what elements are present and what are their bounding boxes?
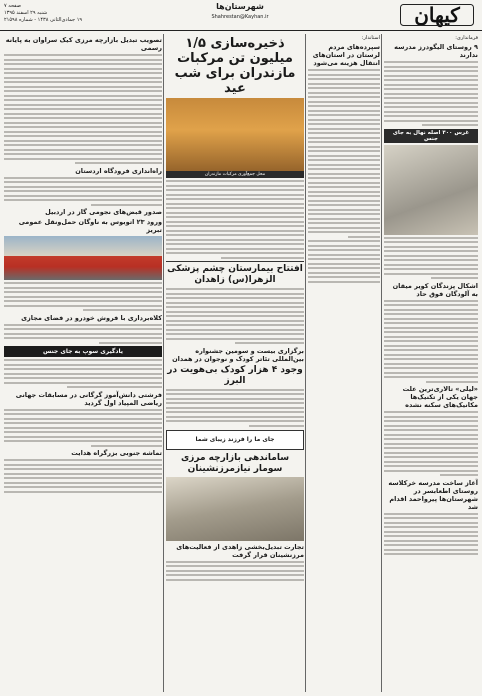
article-body [4,359,162,388]
article-headline: صدور قبض‌های نجومی گاز در اردبیل [45,208,162,216]
article-headline: فرشتی دانش‌آموز گرگانی در مسابقات جهانی ریاضی المپیاد اول گردید [15,390,162,407]
article-tag: استاندار: [361,35,380,41]
article-headline: «لیلی» تالاری‌ترین علت جهان یکی از تکنیک‌ها مکانیک‌های سکنه نشده [402,385,478,409]
column-2 [308,34,380,692]
column-divider [305,34,306,692]
kayhan-logo [400,2,474,28]
article-body [384,300,478,383]
article-body [384,237,478,280]
article-body [4,282,162,311]
article-body [308,69,380,238]
issue-number: ۱۹ جمادی‌الثانی ۱۴۳۸ - شماره ۲۱۵۹۸ [4,17,83,23]
date-line: شنبه ۲۹ اسفند ۱۳۹۵ [4,10,48,16]
column-divider [163,34,164,692]
ad-banner [166,430,304,450]
article-body [384,513,478,556]
article-body [166,561,304,581]
article-headline: اشکال پزندگان کویر میقان به آلودگان فوق حاد [392,281,478,298]
article-headline: تماشه جنوبی بزرگراه هدایت [71,449,162,457]
column-3 [166,34,304,692]
section-email: Shahrestan@Kayhan.ir [211,14,269,20]
page-label: صفحه ۷ [4,3,21,9]
photo-caption: غرس ۴۰۰ اصله نهال به جای جنس [384,129,478,143]
logo-text: کیهان [414,3,460,27]
article-headline: تجارت تبدیل‌بخشی زاهدی از فعالیت‌های مرزنشینان قرار گرفت [176,542,304,559]
article-body [4,54,162,164]
article-headline: افتتاح بیمارستان چشم پزشکی الزهرا(س) زاهدان [166,261,304,286]
article-body [166,389,304,427]
article-headline: سپرده‌های مردم لرستان در استان‌های انتقال هزینه می‌شود [312,43,380,67]
article-tag: فرمانداری: [455,35,478,41]
article-headline: ساماندهی بازارچه مرزی سومار نیازمرزنشینان [180,452,290,474]
photo-caption: محل جمع‌آوری مرکبات مازندران [166,171,304,178]
article-body [166,288,304,344]
article-headline: تصویب تبدیل بازارچه مرزی کیک سراوان به پایانه رسمی [5,36,162,52]
column-divider [381,34,382,692]
section-title: شهرستان‌ها [216,2,264,11]
section-bar: یادگیری سوپ به جای جنس [4,346,162,357]
article-headline: وجود ۴ هزار کودک بی‌هویت در البرز [167,364,303,386]
article-headline: کلاه‌برداری با فروش خودرو در فضای مجازی [21,313,162,322]
article-headline: برگزاری بیست و سومین جشنواره بین‌المللی تئاتر کودک و نوجوان در همدان [172,346,304,363]
main-headline: ذخیره‌سازی ۱/۵ میلیون تن مرکبات مازندران برای شب عید [174,36,296,96]
article-body [4,177,162,206]
article-body [4,459,162,493]
article-headline: ۹ روستای الیگودرز مدرسه ندارند [394,43,478,59]
issue-info [4,3,124,24]
article-body [166,180,304,259]
article-headline: ورود ۲۳ اتوبوس به ناوگان حمل‌ونقل عمومی تبریز [18,218,162,234]
article-headline: آغاز ساخت مدرسه خرکلاسه روستای اطعابسر در شهرستان‌ها پیرواحمد اقدام شد [388,478,478,511]
oranges-photo [166,98,304,178]
bazaar-photo [166,477,304,541]
logo-frame-icon [400,2,474,28]
masthead [0,0,482,31]
column-4 [4,34,162,692]
article-body [4,409,162,447]
article-body [384,61,478,126]
article-body [308,240,380,283]
bus-photo [4,236,162,280]
article-body [4,324,162,344]
article-body [384,411,478,476]
seedlings-photo [384,145,478,235]
article-headline: راه‌اندازی فرودگاه اردستان [75,166,162,175]
column-1 [384,34,478,692]
banner-text: جای ما را فرزند زیبای شما [195,436,275,443]
